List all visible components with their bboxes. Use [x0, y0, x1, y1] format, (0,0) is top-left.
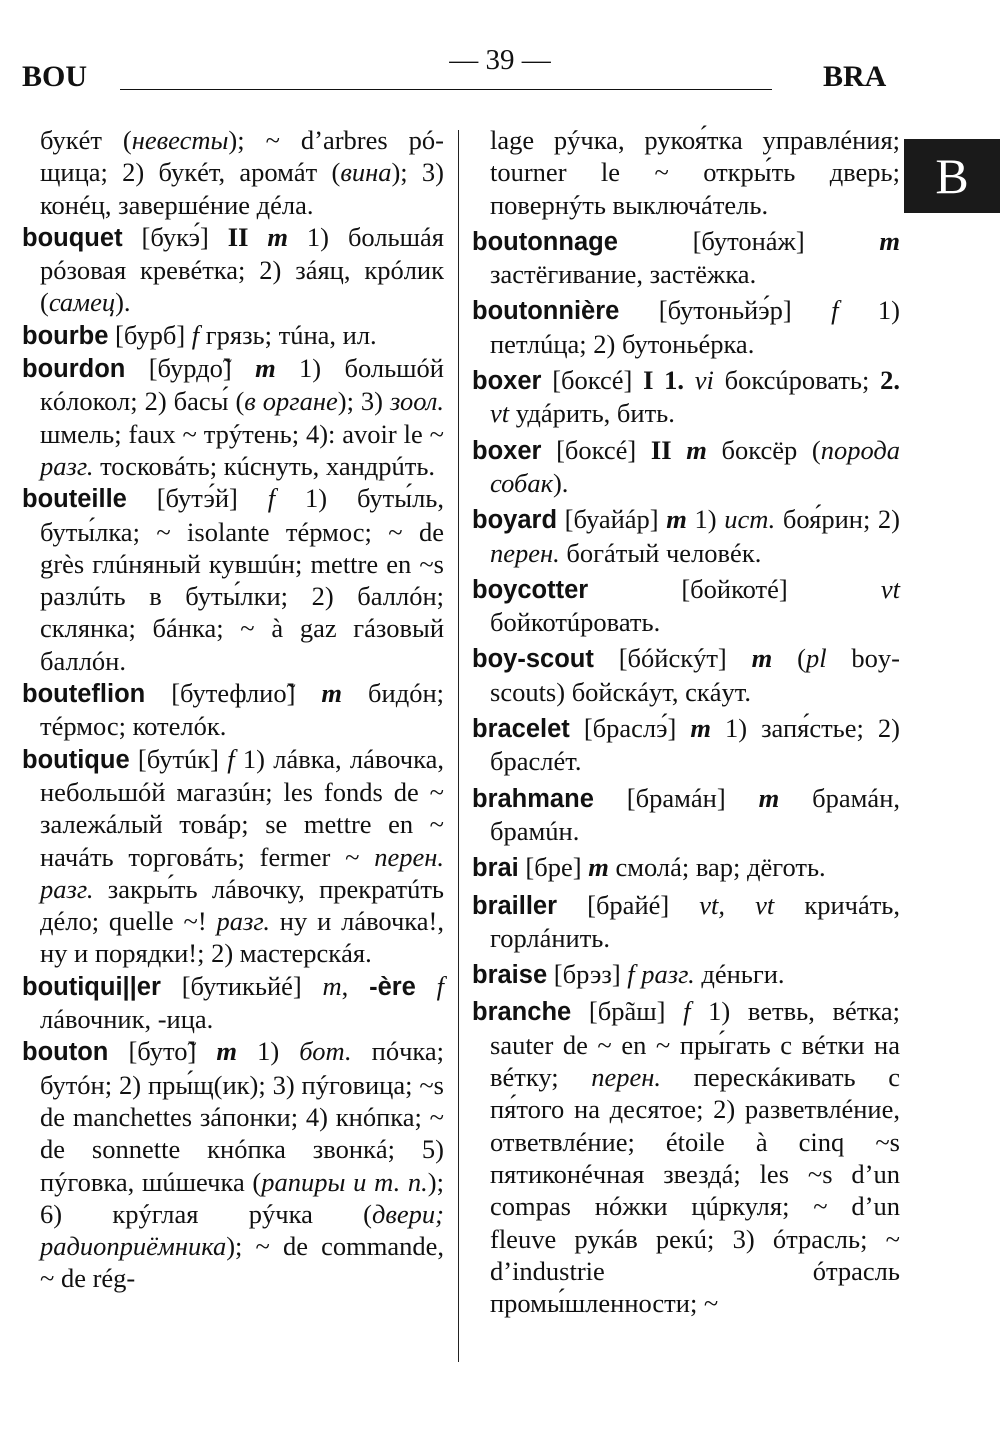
entry-text: ну и лáвочка!, ну и порядки!; 2) мастерскáя. [40, 906, 444, 969]
headword: bracelet [472, 715, 570, 744]
sense-number: I 1. [643, 365, 685, 396]
grammar-label: f [227, 743, 235, 774]
dictionary-entry [22, 970, 444, 1036]
grammar-label: vt [880, 573, 900, 604]
entry-text: ). [552, 467, 569, 498]
entry-text: бидóн; тéрмос; котелóк. [40, 678, 444, 742]
entry-text: [брайé] [557, 889, 700, 920]
grammar-label: перен. [490, 537, 560, 568]
entry-text: пóчка; бутóн; 2) пры́щ(ик); 3) пýговица; ~s de manchettes зáпонки; 4) кнóпка; ~ de sonnette кнóпка звонкá; 5) пýговка, шúшечка ( [40, 1036, 445, 1197]
headword: boutique [22, 745, 130, 774]
grammar-label: f [436, 970, 445, 1001]
dictionary-entry [472, 851, 900, 884]
headword: branche [472, 998, 572, 1027]
headword: bouteflion [22, 680, 146, 709]
dictionary-entry [472, 573, 900, 639]
headword: boutiqui||er [22, 972, 161, 1001]
headword: bourdon [22, 355, 126, 384]
entry-text: 1) буты́ль, буты́лка; ~ isolante тéрмос; ~ de grès глúняный кувшúн; mettre en ~s разлúть в буты́лки; 2) баллóн; склянка; бáнка; ~ à gaz гáзовый баллóн. [40, 483, 445, 676]
entry-text: [букэ́] [122, 221, 228, 252]
entry-text: [буто̃] [108, 1036, 217, 1067]
entry-text: [бутоньйэ́р] [619, 295, 832, 326]
headword: boutonnière [472, 297, 620, 326]
grammar-label: f разг. [627, 959, 695, 990]
entry-text: [бре] [518, 852, 589, 883]
entry-text: [бóйскýт] [593, 643, 752, 674]
grammar-label: f [683, 996, 691, 1027]
entry-text: лáвочник, -ица. [40, 1004, 214, 1035]
gender-label: m [216, 1036, 238, 1067]
page-number: — 39 — [449, 44, 551, 76]
entry-text: ); ~ de commande, ~ de rég- [40, 1231, 444, 1294]
entry-text: бойкотúровать. [490, 607, 661, 638]
dictionary-entry [22, 677, 444, 743]
headword: bouton [22, 1038, 109, 1067]
grammar-label: в органе [244, 386, 338, 417]
entry-text: [брамáн] [593, 782, 759, 813]
headword: brailler [472, 891, 558, 920]
entry-text: [бутефлио̃] [145, 678, 322, 709]
dictionary-entry [472, 294, 900, 360]
grammar-label: перен. [591, 1062, 662, 1093]
gender-label: m [686, 434, 707, 465]
entry-text: ); 3) [337, 386, 390, 417]
entry-text [416, 971, 437, 1001]
entry-text: [бойкотé] [588, 573, 881, 604]
entry-text: [бурб] [108, 319, 192, 350]
dictionary-entry [472, 712, 900, 778]
entry-text: боксúровать; [713, 365, 881, 396]
entry-text: 1) [237, 1036, 300, 1067]
entry-text: тосковáть; кúснуть, хандрúть. [93, 450, 436, 481]
gender-label: m [751, 643, 773, 674]
sense-number: II [650, 434, 672, 465]
gender-label: m [666, 504, 687, 535]
entry-text: дéньги. [694, 959, 785, 990]
dictionary-entry [472, 995, 900, 1319]
entry-text: [браслэ́] [569, 713, 691, 744]
dictionary-entry [472, 434, 900, 500]
dictionary-entry [22, 319, 444, 352]
right-column [472, 124, 900, 1323]
grammar-label: f [191, 319, 200, 350]
entry-text: закры́ть лáвочку, прекратúть дéло; quelle ~! [40, 873, 444, 937]
gender-label: m [690, 713, 711, 744]
headword: bouteille [22, 485, 127, 514]
entry-text [248, 222, 267, 252]
dictionary-entry [472, 503, 900, 569]
dictionary-entry [472, 642, 900, 708]
entry-text: удáрить, бить. [509, 398, 675, 429]
entry-text: кричáть, горлáнить. [490, 889, 901, 953]
entry-text: ); ~ d’arbres рó-щица; 2) букéт, аромáт ( [40, 125, 444, 188]
sense-number: II [227, 221, 249, 252]
grammar-label: порода собак [490, 434, 901, 498]
dictionary-entry [472, 889, 900, 955]
entry-text: [боксé] [541, 365, 644, 396]
headword: boyard [472, 506, 558, 535]
entry-text [684, 365, 695, 395]
entry-text: 1) запя́стье; 2) браслéт. [490, 713, 900, 777]
entry-text: [бутэ́й] [126, 483, 268, 514]
entry-text: 1) большóй кóлокол; 2) басы́ ( [40, 353, 444, 417]
headword: -ère [369, 972, 416, 1001]
grammar-label: f [831, 295, 839, 326]
entry-text [672, 435, 687, 465]
entry-text: [боксé] [541, 434, 651, 465]
entry-text: ( [772, 643, 806, 674]
grammar-label: f [267, 483, 276, 514]
dictionary-entry [22, 352, 444, 482]
sense-number: 2. [880, 365, 900, 396]
grammar-label: m [322, 970, 342, 1001]
grammar-label: самец [48, 287, 116, 318]
entry-text: boy-scouts) бойскáут, скáут. [490, 643, 901, 707]
gender-label: m [321, 678, 343, 709]
entry-text: брамáн, брамúн. [490, 782, 900, 846]
column-divider [458, 130, 459, 1362]
entry-text: шмель; faux ~ трýтень; 4): avoir le ~ [40, 418, 444, 449]
entry-text: [бутикьйé] [160, 970, 323, 1001]
entry-text: 1) лáвка, лáвочка, небольшóй магазúн; les fonds de ~ залежáлый товáр; se mettre en ~ начáть торговáть; fermer ~ [40, 743, 444, 872]
grammar-label: ист. [724, 504, 776, 535]
grammar-label: pl [805, 643, 827, 674]
gender-label: m [588, 852, 609, 883]
guide-word-right: BRA [823, 60, 887, 93]
left-column [22, 124, 444, 1295]
grammar-label: рапиры и т. п. [261, 1166, 428, 1197]
headword: bourbe [22, 321, 109, 350]
entry-text: боя́рин; 2) [775, 504, 900, 535]
grammar-label: вина [340, 157, 392, 188]
entry-text: ); 6) крýглая рýчка ( [40, 1166, 444, 1229]
entry-text: ). [115, 287, 131, 318]
entry-text: ); 3) конéц, завершéние дéла. [40, 157, 444, 220]
dictionary-entry [472, 782, 900, 848]
headword: bouquet [22, 223, 123, 252]
headword: braise [472, 961, 548, 990]
grammar-label: vi [694, 365, 714, 396]
headword: boycotter [472, 575, 589, 604]
gender-label: m [758, 782, 780, 813]
entry-text: [бурдо̃] [125, 353, 256, 384]
entry-text: богáтый человéк. [559, 537, 762, 568]
headword: boxer [472, 436, 542, 465]
grammar-label: зоол. [389, 386, 444, 417]
gender-label: m [267, 221, 288, 252]
headword: boutonnage [472, 227, 618, 256]
dictionary-entry [472, 958, 900, 991]
dictionary-entry [22, 482, 444, 677]
grammar-label: бот. [299, 1036, 352, 1067]
entry-continuation [22, 124, 444, 221]
gender-label: m [879, 225, 900, 256]
dictionary-entry [22, 221, 444, 319]
grammar-label: перен. разг. [40, 841, 444, 904]
grammar-label: разг. [40, 450, 94, 481]
entry-text: букéт ( [40, 125, 132, 155]
entry-text: смолá; вар; дёготь. [608, 852, 826, 883]
entry-text: , [341, 970, 370, 1001]
headword: brai [472, 854, 519, 883]
dictionary-entry [22, 1035, 444, 1294]
gender-label: m [255, 353, 276, 384]
entry-text: [брãш] [571, 996, 684, 1027]
grammar-label: двери; радиоприёмника [40, 1198, 444, 1262]
grammar-label: vt [490, 398, 510, 429]
entry-text: 1) [686, 504, 725, 535]
headword: brahmane [472, 784, 594, 813]
dictionary-entry [472, 225, 900, 291]
entry-text: застёгивание, застёжка. [490, 259, 757, 290]
grammar-label: vt, vt [699, 889, 775, 920]
thumb-index-tab: B [904, 139, 1000, 213]
entry-text: lage рýчка, рукоя́тка управлéния; tourner le ~ откры́ть дверь; повернýть выключáтель. [490, 125, 900, 220]
header-rule [120, 89, 772, 90]
entry-text: 1) петлúца; 2) бутоньéрка. [490, 295, 900, 359]
headword: boy-scout [472, 645, 594, 674]
entry-text: [буайáр] [557, 504, 667, 535]
dictionary-entry [472, 364, 900, 430]
grammar-label: невесты [131, 125, 229, 155]
headword: boxer [472, 367, 542, 396]
grammar-label: разг. [216, 906, 270, 937]
dictionary-entry [22, 743, 444, 970]
entry-continuation [472, 124, 900, 221]
entry-text: перескáкивать с пя́того на десятое; 2) разветвлéние, ответвлéние; étoile à cinq ~s пятиконéчная звездá; les ~s d’un compas нóжки цúркуля; ~ d’un fleuve рукáв рекú; 3) óтрасль; ~ d’industrie óтрасль промы́шленности; ~ [490, 1062, 900, 1319]
entry-text: [бутúк] [129, 743, 228, 774]
entry-text: грязь; тúна, ил. [199, 319, 377, 350]
entry-text: боксёр ( [706, 434, 821, 465]
entry-text: 1) ветвь, вéтка; sauter de ~ en ~ пры́гать с вéтки на вéтку; [490, 996, 900, 1093]
guide-word-left: BOU [22, 60, 88, 93]
entry-text: [бутонáж] [617, 225, 880, 256]
entry-text: [брэз] [547, 959, 628, 990]
entry-text: 1) большáя рóзовая кревéтка; 2) зáяц, крóлик ( [40, 221, 444, 318]
